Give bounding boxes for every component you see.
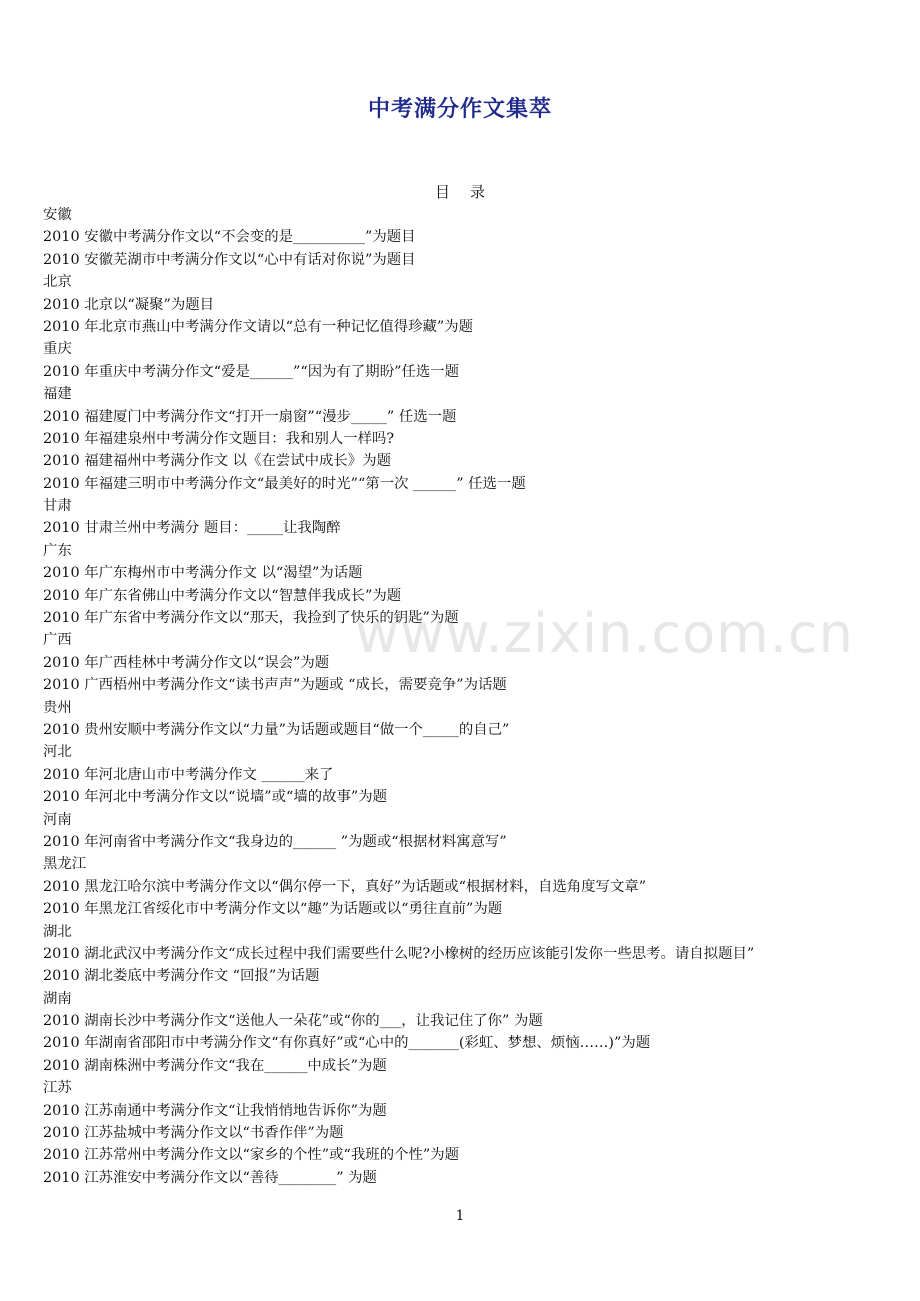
toc-region-heading: 安徽 bbox=[43, 207, 72, 223]
toc-entry: 2010 湖北娄底中考满分作文 “回报”为话题 bbox=[43, 968, 320, 985]
toc-region-heading: 广西 bbox=[43, 632, 72, 649]
toc-entry: 2010 江苏南通中考满分作文“让我悄悄地告诉你”为题 bbox=[43, 1102, 387, 1119]
toc-entry: 2010 江苏常州中考满分作文以“家乡的个性”或“我班的个性”为题 bbox=[43, 1147, 460, 1164]
watermark: www.zixin.com.cn bbox=[355, 602, 854, 665]
toc-region-heading: 河南 bbox=[43, 811, 72, 828]
toc-region-heading: 湖北 bbox=[43, 923, 72, 940]
toc-entry: 2010 贵州安顺中考满分作文以“力量”为话题或题目“做一个_____的自己” bbox=[43, 721, 510, 738]
toc-entry: 2010 年河北中考满分作文以“说墙”或“墙的故事”为题 bbox=[43, 789, 388, 806]
table-of-contents bbox=[43, 204, 903, 1189]
toc-region-heading: 黑龙江 bbox=[43, 856, 87, 873]
toc-region-heading: 贵州 bbox=[43, 699, 72, 716]
toc-entry: 2010 黑龙江哈尔滨中考满分作文以“偶尔停一下，真好”为话题或“根据材料，自选角度写文章” bbox=[43, 878, 647, 895]
toc-entry: 2010 年广东梅州市中考满分作文 以“渴望”为话题 bbox=[43, 565, 363, 582]
toc-entry: 2010 安徽中考满分作文以“不会变的是__________”为题目 bbox=[43, 229, 416, 246]
toc-entry: 2010 广西梧州中考满分作文“读书声声”为题或 “成长，需要竞争”为话题 bbox=[43, 677, 507, 694]
toc-heading bbox=[0, 181, 920, 202]
toc-entry: 2010 安徽芜湖市中考满分作文以“心中有话对你说”为题目 bbox=[43, 251, 416, 268]
toc-region-heading: 北京 bbox=[43, 274, 72, 291]
toc-entry: 2010 年广东省中考满分作文以“那天，我捡到了快乐的钥匙”为题 bbox=[43, 610, 459, 627]
toc-entry: 2010 江苏盐城中考满分作文以“书香作伴”为题 bbox=[43, 1125, 344, 1142]
toc-entry: 2010 年福建泉州中考满分作文题目：我和别人一样吗? bbox=[43, 430, 395, 447]
toc-entry: 2010 北京以“凝聚”为题目 bbox=[43, 296, 215, 313]
toc-entry: 2010 年重庆中考满分作文“爱是______”“因为有了期盼”任选一题 bbox=[43, 363, 460, 380]
toc-region-heading: 江苏 bbox=[43, 1080, 72, 1097]
toc-region-heading: 甘肃 bbox=[43, 498, 72, 515]
toc-region-heading: 湖南 bbox=[43, 990, 72, 1007]
toc-entry: 2010 年广东省佛山中考满分作文以“智慧伴我成长”为题 bbox=[43, 587, 402, 604]
toc-entry: 2010 年湖南省邵阳市中考满分作文“有你真好”或“心中的_______(彩虹、梦想、烦恼……)”为题 bbox=[43, 1035, 651, 1052]
toc-entry: 2010 湖南株洲中考满分作文“我在______中成长”为题 bbox=[43, 1057, 387, 1074]
toc-entry: 2010 年广西桂林中考满分作文以“误会”为题 bbox=[43, 654, 330, 671]
toc-entry: 2010 甘肃兰州中考满分 题目：_____让我陶醉 bbox=[43, 520, 341, 537]
toc-heading-left: 目 bbox=[434, 183, 450, 201]
toc-entry: 2010 年北京市燕山中考满分作文请以“总有一种记忆值得珍藏”为题 bbox=[43, 318, 474, 335]
toc-entry: 2010 福建厦门中考满分作文“打开一扇窗”“漫步_____” 任选一题 bbox=[43, 408, 457, 425]
page-number: 1 bbox=[455, 1208, 465, 1224]
toc-entry: 2010 年黑龙江省绥化市中考满分作文以“趣”为话题或以“勇往直前”为题 bbox=[43, 901, 503, 918]
toc-region-heading: 重庆 bbox=[43, 341, 72, 358]
toc-entry: 2010 年河南省中考满分作文“我身边的______ ”为题或“根据材料寓意写” bbox=[43, 833, 507, 850]
toc-entry: 2010 年河北唐山市中考满分作文 ______来了 bbox=[43, 766, 334, 783]
toc-entry: 2010 湖南长沙中考满分作文“送他人一朵花”或“你的___，让我记住了你” 为题 bbox=[43, 1013, 543, 1030]
toc-region-heading: 福建 bbox=[43, 386, 72, 403]
toc-entry: 2010 福建福州中考满分作文 以《在尝试中成长》为题 bbox=[43, 453, 391, 470]
toc-entry: 2010 年福建三明市中考满分作文“最美好的时光”“第一次 ______” 任选一题 bbox=[43, 475, 526, 492]
toc-entry: 2010 江苏淮安中考满分作文以“善待________” 为题 bbox=[43, 1169, 377, 1186]
toc-region-heading: 河北 bbox=[43, 744, 72, 761]
document-title: 中考满分作文集萃 bbox=[367, 97, 552, 122]
toc-entry: 2010 湖北武汉中考满分作文“成长过程中我们需要些什么呢?小橡树的经历应该能引发你一些思考。请自拟题目” bbox=[43, 945, 755, 962]
toc-region-heading: 广东 bbox=[43, 542, 72, 559]
toc-heading-right: 录 bbox=[470, 183, 486, 201]
